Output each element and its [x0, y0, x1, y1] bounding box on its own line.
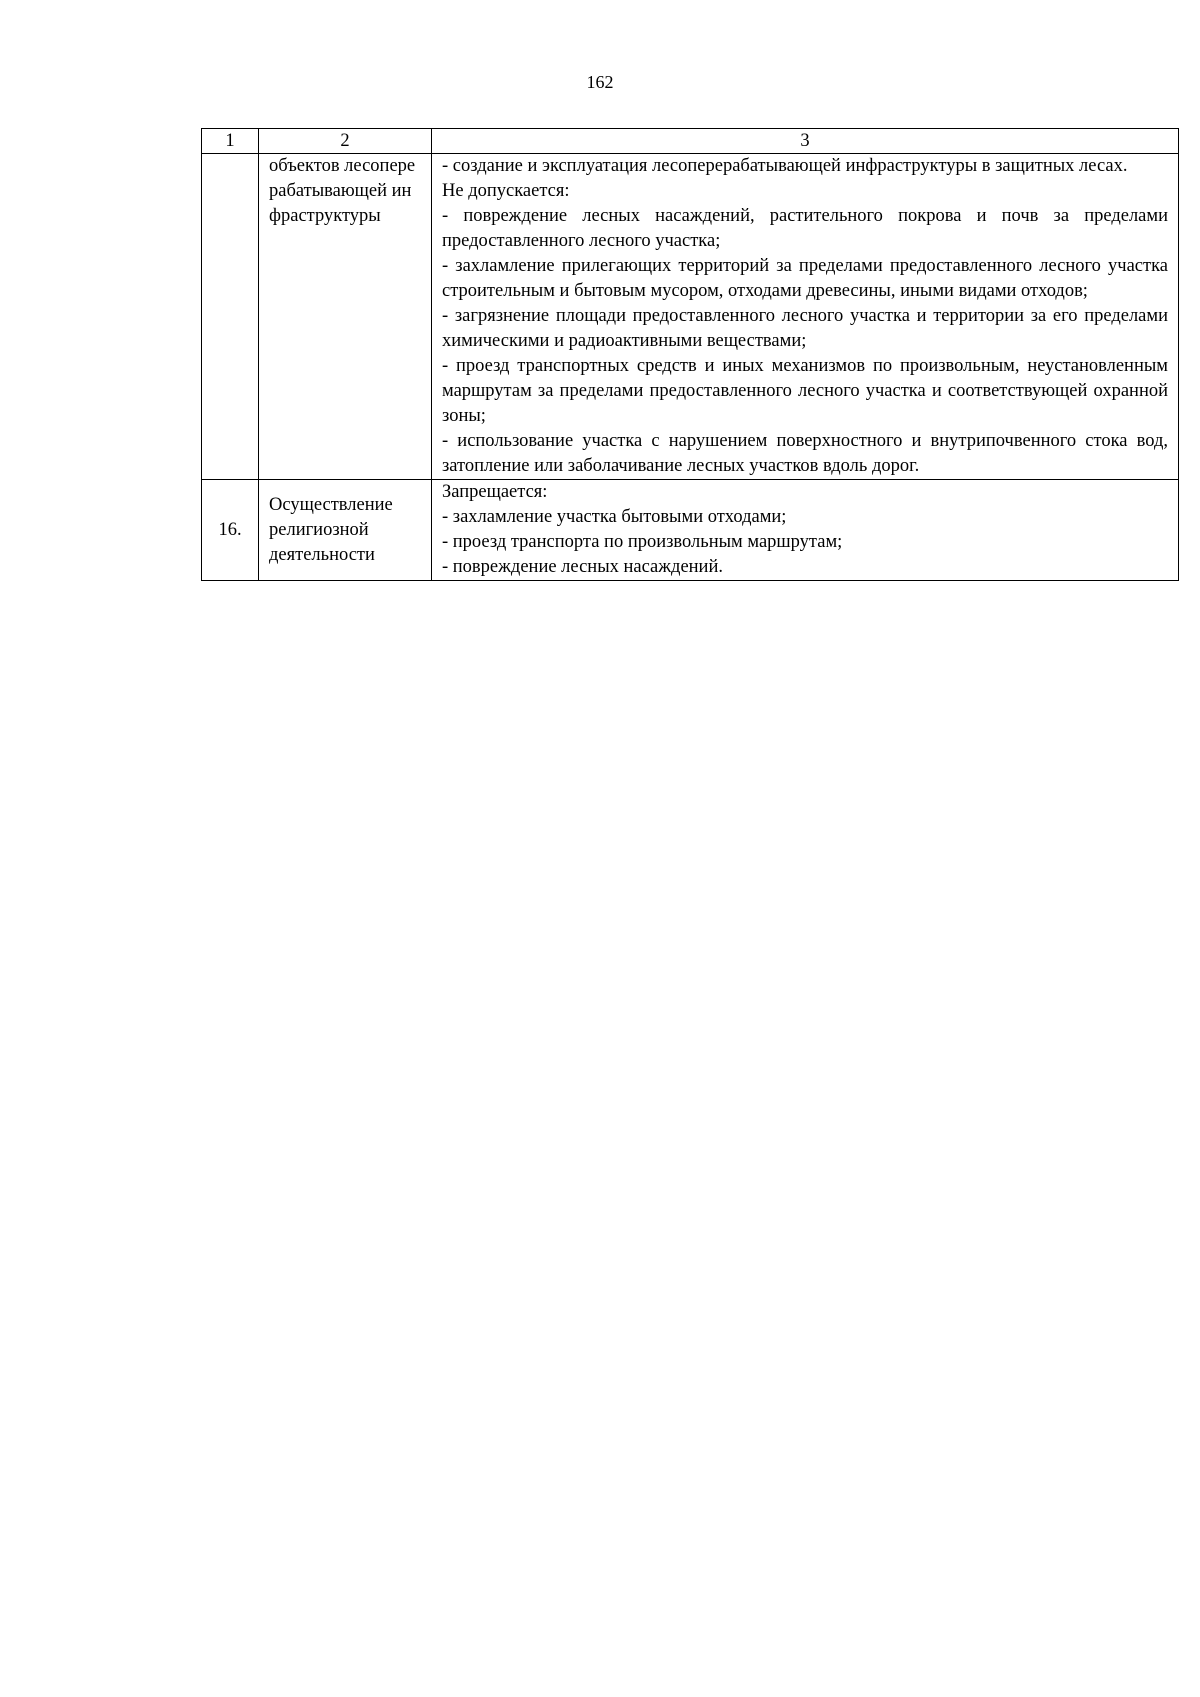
restriction-line: - захламление участка бытовыми отходами;	[442, 507, 787, 527]
row-number	[202, 154, 259, 480]
restriction-line: - проезд транспортных средств и иных механизмов по произвольным, неустановленным маршрутам за пределами предоставленного лесного участка и соответствующей охранной зоны;	[442, 356, 1168, 426]
restriction-line: - повреждение лесных насаждений.	[442, 557, 723, 577]
row-number: 16.	[202, 480, 259, 581]
activity-name: объектов лесоперерабатывающей инфраструктуры	[259, 154, 432, 480]
table-row	[202, 480, 1179, 581]
restriction-line: Запрещается:	[442, 482, 548, 502]
table-header-row	[202, 129, 1179, 154]
restrictions-cell	[432, 480, 1179, 581]
regulations-table	[201, 128, 1179, 581]
table-row	[202, 154, 1179, 480]
restriction-line: - создание и эксплуатация лесоперерабатывающей инфраструктуры в защитных лесах.	[442, 156, 1128, 176]
restriction-line: Не допускается:	[442, 181, 570, 201]
column-header-2: 2	[259, 129, 432, 154]
column-header-3: 3	[432, 129, 1179, 154]
column-header-1: 1	[202, 129, 259, 154]
restriction-line: - проезд транспорта по произвольным маршрутам;	[442, 532, 843, 552]
restriction-line: - захламление прилегающих территорий за пределами предоставленного лесного участка строительным и бытовым мусором, отходами древесины, иными видами отходов;	[442, 256, 1168, 301]
restriction-line: - использование участка с нарушением поверхностного и внутрипочвенного стока вод, затопление или заболачивание лесных участков вдоль дорог.	[442, 431, 1168, 476]
activity-name: Осуществление религиозной деятельности	[259, 480, 432, 581]
page-number: 162	[586, 72, 614, 92]
restrictions-cell	[432, 154, 1179, 480]
restriction-line: - повреждение лесных насаждений, растительного покрова и почв за пределами предоставленного лесного участка;	[442, 206, 1168, 251]
restriction-line: - загрязнение площади предоставленного лесного участка и территории за его пределами химическими и радиоактивными веществами;	[442, 306, 1168, 351]
